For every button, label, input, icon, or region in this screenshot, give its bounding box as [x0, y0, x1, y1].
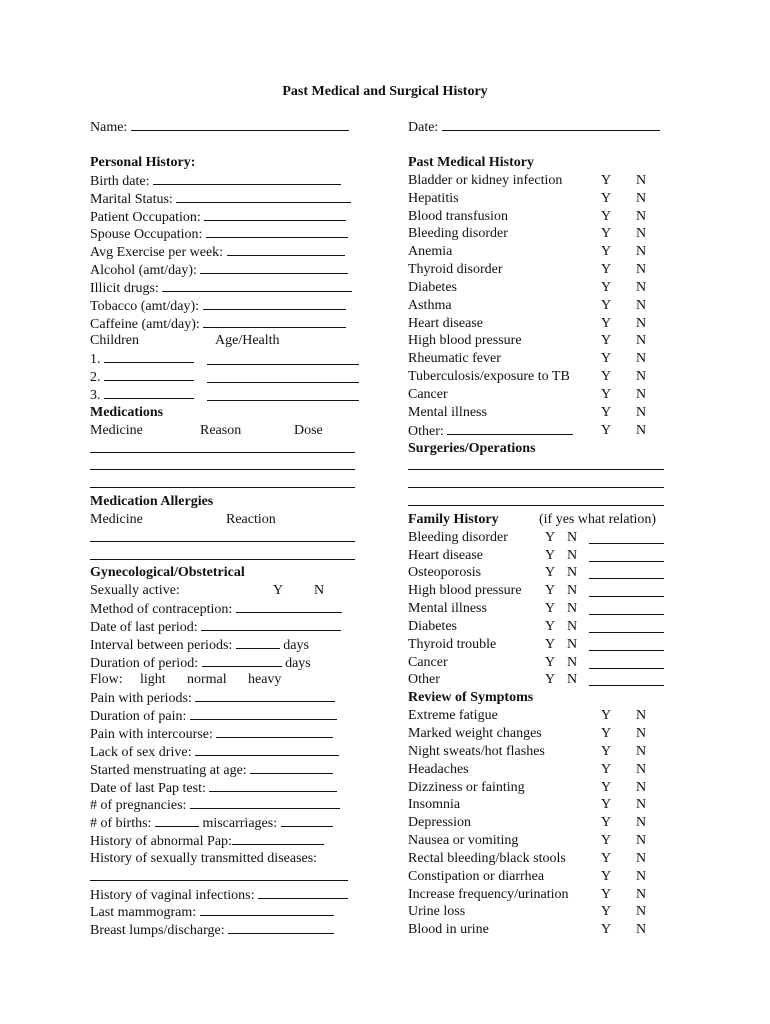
abnormal-pap-label: History of abnormal Pap:	[90, 834, 232, 850]
children-label: Children	[90, 333, 139, 349]
births-label: # of births:	[90, 816, 152, 832]
tobacco-field[interactable]	[203, 297, 346, 310]
alcohol-label: Alcohol (amt/day):	[90, 263, 197, 279]
child-1-label: 1.	[90, 352, 101, 368]
sexually-active-no[interactable]: N	[314, 583, 325, 599]
family-relation-field[interactable]	[589, 620, 664, 633]
miscarriages-label: miscarriages:	[202, 816, 278, 832]
pm-row-anemia	[408, 243, 670, 261]
symptom-no[interactable]: N	[636, 904, 647, 920]
pm-row-rheumatic-fever	[408, 350, 670, 368]
std-label: History of sexually transmitted diseases:	[90, 850, 318, 866]
pm-label: Anemia	[408, 244, 453, 260]
interval-days: days	[283, 637, 309, 653]
miscarriages-field[interactable]	[281, 814, 333, 827]
pm-row-blood-transfusion	[408, 208, 670, 226]
family-label: Diabetes	[408, 618, 457, 634]
family-label: High blood pressure	[408, 583, 522, 599]
pm-label: High blood pressure	[408, 333, 522, 349]
date-field[interactable]	[442, 118, 660, 131]
pm-label: Bladder or kidney infection	[408, 172, 563, 188]
family-yes[interactable]: Y	[545, 672, 556, 688]
pm-no[interactable]: N	[636, 315, 647, 331]
family-label: Other	[408, 672, 440, 688]
symptom-yes[interactable]: Y	[601, 797, 612, 813]
family-no[interactable]: N	[567, 618, 578, 634]
page-title: Past Medical and Surgical History	[282, 84, 488, 99]
symptom-yes[interactable]: Y	[601, 708, 612, 724]
family-yes[interactable]: Y	[545, 618, 556, 634]
flow-label: Flow:	[90, 672, 123, 688]
pm-no[interactable]: N	[636, 262, 647, 278]
symptom-no[interactable]: N	[636, 868, 647, 884]
pm-no[interactable]: N	[636, 404, 647, 420]
symptom-no[interactable]: N	[636, 726, 647, 741]
family-row-cancer	[408, 654, 670, 672]
pm-no[interactable]: N	[636, 244, 647, 260]
breast-lumps-label: Breast lumps/discharge:	[90, 923, 225, 939]
symptom-row-nausea-or-vomiting	[408, 832, 670, 850]
pm-label: Asthma	[408, 297, 452, 313]
medicine-col-label: Medicine	[90, 422, 143, 438]
symptom-no[interactable]: N	[636, 815, 647, 831]
contraception-label: Method of contraception:	[90, 602, 233, 618]
pain-intercourse-field[interactable]	[216, 725, 333, 738]
symptom-yes[interactable]: Y	[601, 815, 612, 831]
family-relation-field[interactable]	[589, 602, 664, 615]
pm-other-field[interactable]	[447, 422, 573, 435]
allergies-heading: Medication Allergies	[90, 494, 214, 510]
pm-row-bladder-or-kidney-infection	[408, 172, 670, 190]
duration-label: Duration of period:	[90, 655, 199, 671]
symptom-yes[interactable]: Y	[601, 886, 612, 902]
birth-date-field[interactable]	[153, 172, 341, 185]
pm-label: Bleeding disorder	[408, 226, 508, 242]
dose-col-label: Dose	[294, 422, 323, 438]
family-yes[interactable]: Y	[545, 529, 556, 545]
interval-label: Interval between periods:	[90, 637, 233, 653]
family-row-diabetes	[408, 618, 670, 636]
right-column	[408, 154, 670, 939]
family-relation-field[interactable]	[589, 656, 664, 669]
family-no[interactable]: N	[567, 672, 578, 688]
flow-normal[interactable]: normal	[187, 672, 227, 688]
symptom-label: Night sweats/hot flashes	[408, 743, 545, 759]
symptom-label: Insomnia	[408, 797, 461, 813]
family-label: Bleeding disorder	[408, 529, 508, 545]
last-period-label: Date of last period:	[90, 619, 198, 635]
surgery-line[interactable]	[408, 475, 664, 488]
family-label: Cancer	[408, 654, 448, 670]
family-label: Heart disease	[408, 547, 484, 563]
family-relation-field[interactable]	[589, 584, 664, 597]
pm-yes[interactable]: Y	[601, 172, 612, 188]
pm-no[interactable]: N	[636, 172, 647, 188]
marital-status-field[interactable]	[176, 190, 351, 203]
past-medical-heading: Past Medical History	[408, 155, 534, 170]
spouse-occupation-field[interactable]	[206, 225, 348, 238]
family-row-high-blood-pressure	[408, 582, 670, 600]
pm-row-thyroid-disorder	[408, 261, 670, 279]
family-no[interactable]: N	[567, 565, 578, 581]
surgery-line[interactable]	[408, 457, 664, 470]
illicit-drugs-field[interactable]	[162, 279, 352, 292]
symptom-no[interactable]: N	[636, 833, 647, 849]
child-2-label: 2.	[90, 370, 101, 386]
avg-exercise-label: Avg Exercise per week:	[90, 245, 224, 261]
family-row-other	[408, 671, 670, 689]
symptom-no[interactable]: N	[636, 708, 647, 724]
pm-no[interactable]: N	[636, 351, 647, 367]
symptom-label: Dizziness or fainting	[408, 779, 525, 795]
symptom-yes[interactable]: Y	[601, 743, 612, 759]
symptom-no[interactable]: N	[636, 922, 647, 938]
symptom-yes[interactable]: Y	[601, 833, 612, 849]
marital-status-label: Marital Status:	[90, 191, 173, 207]
patient-occupation-label: Patient Occupation:	[90, 209, 201, 225]
last-period-field[interactable]	[201, 618, 341, 631]
births-field[interactable]	[155, 814, 199, 827]
name-row	[90, 118, 360, 136]
date-row	[408, 118, 678, 136]
pm-row-diabetes	[408, 279, 670, 297]
symptom-label: Rectal bleeding/black stools	[408, 850, 566, 866]
symptom-row-headaches	[408, 761, 670, 779]
allergy-line[interactable]	[90, 547, 355, 560]
interval-field[interactable]	[236, 636, 280, 649]
flow-light[interactable]: light	[140, 672, 166, 688]
pm-row-hepatitis	[408, 190, 670, 208]
left-column	[90, 154, 365, 939]
personal-history-heading: Personal History:	[90, 155, 196, 170]
pm-no[interactable]: N	[636, 190, 647, 206]
contraception-field[interactable]	[236, 600, 342, 613]
abnormal-pap-field[interactable]	[232, 832, 324, 845]
pm-label: Blood transfusion	[408, 208, 508, 224]
symptom-row-insomnia	[408, 796, 670, 814]
lack-sex-drive-label: Lack of sex drive:	[90, 744, 192, 760]
family-label: Mental illness	[408, 601, 487, 617]
symptom-yes[interactable]: Y	[601, 922, 612, 938]
child-3-label: 3.	[90, 387, 101, 403]
vaginal-infections-label: History of vaginal infections:	[90, 887, 255, 903]
symptom-no[interactable]: N	[636, 850, 647, 866]
family-no[interactable]: N	[567, 547, 578, 563]
child-1-age-field[interactable]	[207, 352, 359, 365]
pm-row-mental-illness	[408, 404, 670, 422]
pm-label: Heart disease	[408, 315, 484, 331]
menstruating-age-label: Started menstruating at age:	[90, 762, 247, 778]
family-no[interactable]: N	[567, 654, 578, 670]
surgery-line[interactable]	[408, 493, 664, 506]
spouse-occupation-label: Spouse Occupation:	[90, 227, 203, 243]
pain-periods-field[interactable]	[195, 689, 335, 702]
age-health-label: Age/Health	[215, 333, 280, 349]
pm-no[interactable]: N	[636, 279, 647, 295]
illicit-drugs-label: Illicit drugs:	[90, 280, 159, 296]
symptom-yes[interactable]: Y	[601, 761, 612, 777]
pm-yes[interactable]: Y	[601, 190, 612, 206]
family-relation-field[interactable]	[589, 566, 664, 579]
pm-yes[interactable]: Y	[601, 208, 612, 224]
family-no[interactable]: N	[567, 529, 578, 545]
symptom-label: Headaches	[408, 761, 469, 777]
duration-pain-label: Duration of pain:	[90, 709, 187, 725]
pm-yes[interactable]: Y	[601, 333, 612, 349]
pm-yes[interactable]: Y	[601, 315, 612, 331]
menstruating-age-field[interactable]	[250, 761, 333, 774]
pm-row-bleeding-disorder	[408, 225, 670, 243]
medication-line[interactable]	[90, 475, 355, 488]
caffeine-label: Caffeine (amt/day):	[90, 316, 200, 332]
pm-yes[interactable]: Y	[601, 226, 612, 242]
patient-occupation-field[interactable]	[204, 208, 346, 221]
family-no[interactable]: N	[567, 636, 578, 652]
last-pap-label: Date of last Pap test:	[90, 780, 206, 796]
pm-no[interactable]: N	[636, 369, 647, 385]
pm-no[interactable]: N	[636, 226, 647, 242]
pain-intercourse-label: Pain with intercourse:	[90, 727, 213, 742]
family-list	[408, 529, 670, 690]
family-row-bleeding-disorder	[408, 529, 670, 547]
pm-yes[interactable]: Y	[601, 279, 612, 295]
pm-label: Diabetes	[408, 279, 457, 295]
pm-yes[interactable]: Y	[601, 244, 612, 260]
pm-row-tuberculosis-exposure-to-tb	[408, 368, 670, 386]
family-row-thyroid-trouble	[408, 636, 670, 654]
duration-pain-field[interactable]	[190, 707, 337, 720]
pm-yes[interactable]: Y	[601, 262, 612, 278]
name-field[interactable]	[131, 118, 349, 131]
pregnancies-field[interactable]	[190, 796, 340, 809]
flow-heavy[interactable]: heavy	[248, 672, 282, 688]
pm-label: Tuberculosis/exposure to TB	[408, 369, 570, 385]
pm-yes[interactable]: Y	[601, 369, 612, 385]
medication-line[interactable]	[90, 457, 355, 470]
last-pap-field[interactable]	[209, 779, 337, 792]
medications-heading: Medications	[90, 404, 164, 420]
caffeine-field[interactable]	[203, 315, 346, 328]
reason-col-label: Reason	[200, 422, 242, 438]
pm-row-high-blood-pressure	[408, 332, 670, 350]
family-relation-field[interactable]	[589, 549, 664, 562]
symptom-row-night-sweats-hot-flashes	[408, 743, 670, 761]
symptom-no[interactable]: N	[636, 779, 647, 795]
family-note: (if yes what relation)	[539, 511, 657, 527]
allergy-reaction-label: Reaction	[226, 511, 276, 527]
avg-exercise-field[interactable]	[227, 243, 345, 256]
allergy-line[interactable]	[90, 529, 355, 542]
pm-label: Hepatitis	[408, 190, 459, 206]
pm-label: Mental illness	[408, 404, 487, 420]
pm-row-asthma	[408, 297, 670, 315]
symptom-label: Urine loss	[408, 904, 466, 920]
duration-days: days	[285, 655, 311, 671]
symptom-row-depression	[408, 814, 670, 832]
pm-row-heart-disease	[408, 315, 670, 333]
family-yes[interactable]: Y	[545, 636, 556, 652]
surgeries-heading: Surgeries/Operations	[408, 440, 536, 456]
pm-yes[interactable]: Y	[601, 297, 612, 313]
symptom-label: Depression	[408, 815, 471, 831]
past-medical-list	[408, 172, 670, 422]
child-3-age-field[interactable]	[207, 388, 359, 401]
family-yes[interactable]: Y	[545, 547, 556, 563]
symptom-row-urine-loss	[408, 903, 670, 921]
pm-row-cancer	[408, 386, 670, 404]
symptom-yes[interactable]: Y	[601, 726, 612, 741]
child-2-name-field[interactable]	[104, 368, 194, 381]
mammogram-label: Last mammogram:	[90, 905, 197, 921]
family-no[interactable]: N	[567, 583, 578, 599]
pm-no[interactable]: N	[636, 297, 647, 313]
symptom-no[interactable]: N	[636, 797, 647, 813]
symptom-row-constipation-or-diarrhea	[408, 868, 670, 886]
child-1-name-field[interactable]	[104, 350, 194, 363]
symptom-row-marked-weight-changes	[408, 725, 670, 743]
std-field[interactable]	[90, 868, 348, 881]
family-yes[interactable]: Y	[545, 565, 556, 581]
pain-periods-label: Pain with periods:	[90, 691, 192, 707]
symptom-label: Blood in urine	[408, 922, 489, 938]
family-row-osteoporosis	[408, 564, 670, 582]
pm-yes[interactable]: Y	[601, 351, 612, 367]
family-relation-field[interactable]	[589, 638, 664, 651]
symptom-yes[interactable]: Y	[601, 904, 612, 920]
symptom-row-extreme-fatigue	[408, 707, 670, 725]
symptom-no[interactable]: N	[636, 886, 647, 902]
mammogram-field[interactable]	[200, 903, 334, 916]
symptom-row-dizziness-or-fainting	[408, 779, 670, 797]
family-label: Thyroid trouble	[408, 636, 497, 652]
symptom-yes[interactable]: Y	[601, 779, 612, 795]
vaginal-infections-field[interactable]	[258, 886, 348, 899]
gyn-heading: Gynecological/Obstetrical	[90, 565, 245, 581]
duration-field[interactable]	[202, 654, 282, 667]
pm-no[interactable]: N	[636, 386, 647, 402]
symptom-label: Nausea or vomiting	[408, 833, 519, 849]
family-heading: Family History	[408, 511, 499, 527]
family-relation-field[interactable]	[589, 531, 664, 544]
pm-other-no[interactable]: N	[636, 422, 647, 438]
pm-yes[interactable]: Y	[601, 386, 612, 402]
symptom-label: Extreme fatigue	[408, 708, 498, 724]
tobacco-label: Tobacco (amt/day):	[90, 298, 200, 314]
symptoms-heading: Review of Symptoms	[408, 690, 534, 706]
pm-other-label: Other:	[408, 423, 444, 439]
symptom-no[interactable]: N	[636, 761, 647, 777]
symptom-yes[interactable]: Y	[601, 850, 612, 866]
pm-no[interactable]: N	[636, 208, 647, 224]
family-no[interactable]: N	[567, 601, 578, 617]
pm-no[interactable]: N	[636, 333, 647, 349]
symptoms-list	[408, 707, 670, 939]
lack-sex-drive-field[interactable]	[195, 743, 339, 756]
family-row-heart-disease	[408, 547, 670, 565]
symptom-yes[interactable]: Y	[601, 868, 612, 884]
child-3-name-field[interactable]	[104, 386, 194, 399]
family-relation-field[interactable]	[589, 673, 664, 686]
child-2-age-field[interactable]	[207, 370, 359, 383]
pm-label: Rheumatic fever	[408, 351, 501, 367]
symptom-label: Marked weight changes	[408, 726, 542, 741]
family-row-mental-illness	[408, 600, 670, 618]
symptom-row-rectal-bleeding-black-stools	[408, 850, 670, 868]
pm-other-yes[interactable]: Y	[601, 422, 612, 438]
date-label: Date:	[408, 120, 439, 135]
birth-date-label: Birth date:	[90, 173, 150, 189]
family-label: Osteoporosis	[408, 565, 482, 581]
symptom-row-increase-frequency-urination	[408, 886, 670, 904]
symptom-no[interactable]: N	[636, 743, 647, 759]
pregnancies-label: # of pregnancies:	[90, 798, 187, 814]
alcohol-field[interactable]	[200, 261, 348, 274]
family-yes[interactable]: Y	[545, 601, 556, 617]
breast-lumps-field[interactable]	[228, 921, 334, 934]
sexually-active-label: Sexually active:	[90, 583, 180, 599]
symptom-row-blood-in-urine	[408, 921, 670, 939]
medication-line[interactable]	[90, 440, 355, 453]
symptom-label: Increase frequency/urination	[408, 886, 569, 902]
pm-label: Thyroid disorder	[408, 262, 503, 278]
pm-yes[interactable]: Y	[601, 404, 612, 420]
family-yes[interactable]: Y	[545, 654, 556, 670]
name-label: Name:	[90, 120, 128, 135]
family-yes[interactable]: Y	[545, 583, 556, 599]
pm-label: Cancer	[408, 386, 448, 402]
symptom-label: Constipation or diarrhea	[408, 868, 545, 884]
allergy-medicine-label: Medicine	[90, 511, 143, 527]
sexually-active-yes[interactable]: Y	[273, 583, 284, 599]
